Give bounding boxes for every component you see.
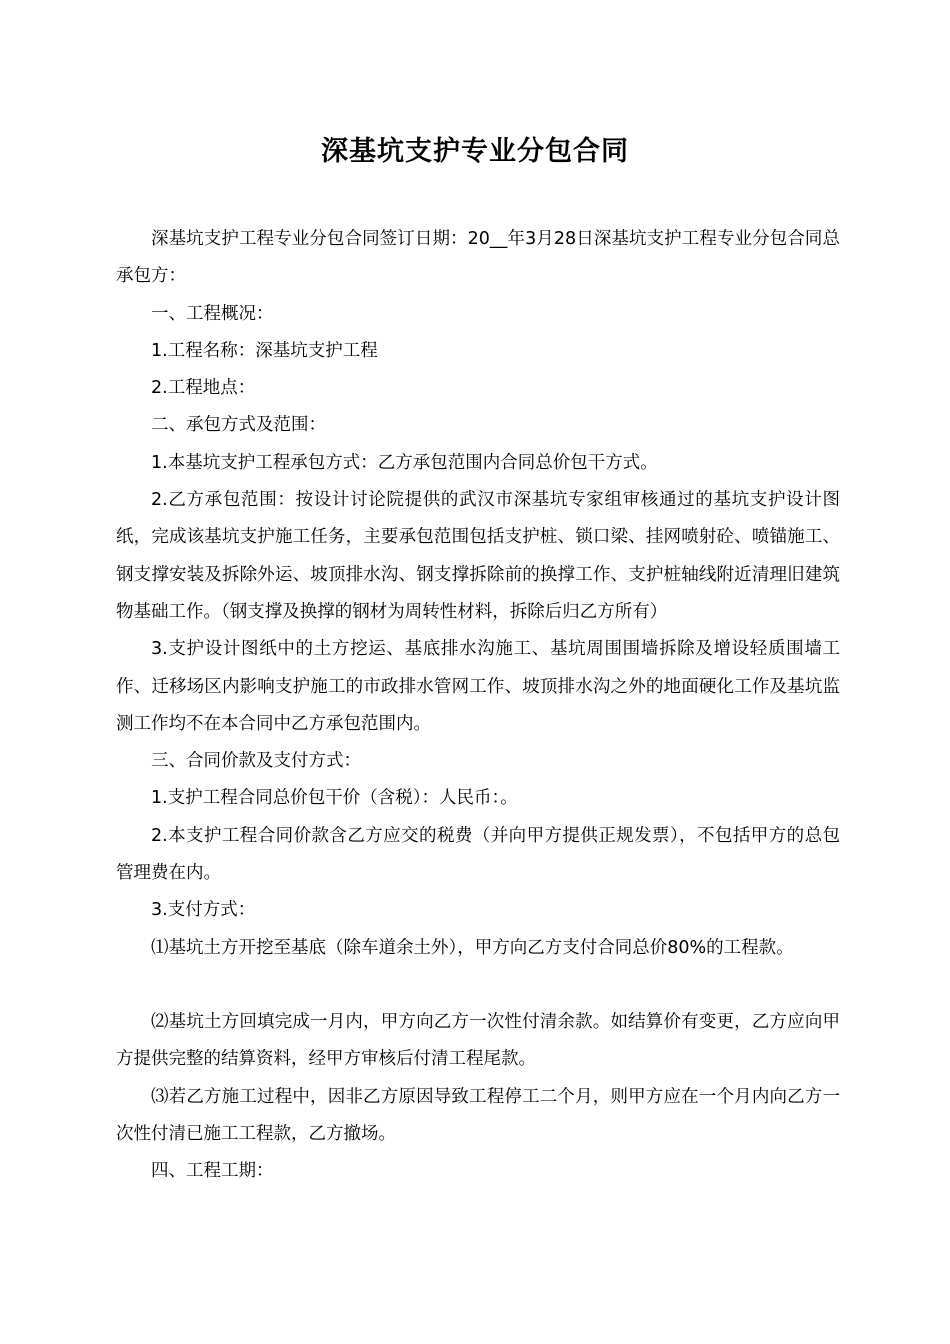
paragraph-payment-item-1: ⑴基坑土方开挖至基底（除车道余土外），甲方向乙方支付合同总价80%的工程款。 xyxy=(151,937,794,958)
paragraph-payment-item-3: ⑶若乙方施工过程中，因非乙方原因导致工程停工二个月，则甲方应在一个月内向乙方一次性付清已施工工程款，乙方撤场。 xyxy=(116,1086,840,1144)
paragraph-total-price: 1.支护工程合同总价包干价（含税）：人民币：。 xyxy=(151,788,518,809)
section-heading-project-overview: 一、工程概况： xyxy=(151,303,274,324)
paragraph-contract-range: 2.乙方承包范围：按设计讨论院提供的武汉市深基坑专家组审核通过的基坑支护设计图纸，完成该基坑支护施工任务，主要承包范围包括支护桩、锁口梁、挂网喷射砼、喷锚施工、钢支撑安装及拆除外运、坡顶排水沟、钢支撑拆除前的换撑工作、支护桩轴线附近清理旧建筑物基础工作。（钢支撑及换撑的钢材为周转性材料，拆除后归乙方所有） xyxy=(116,490,840,622)
section-heading-schedule: 四、工程工期： xyxy=(151,1161,274,1182)
document-title: 深基坑支护专业分包合同 xyxy=(321,136,629,167)
paragraph-contract-method: 1.本基坑支护工程承包方式：乙方承包范围内合同总价包干方式。 xyxy=(151,452,658,473)
paragraph-project-name: 1.工程名称：深基坑支护工程 xyxy=(151,340,378,361)
document-body xyxy=(116,221,840,1190)
paragraph-price-taxes: 2.本支护工程合同价款含乙方应交的税费（并向甲方提供正规发票），不包括甲方的总包管理费在内。 xyxy=(116,825,840,884)
paragraph-project-location: 2.工程地点： xyxy=(151,378,256,399)
paragraph-payment-item-2: ⑵基坑土方回填完成一月内，甲方向乙方一次性付清余款。如结算价有变更，乙方应向甲方提供完整的结算资料，经甲方审核后付清工程尾款。 xyxy=(116,1011,840,1070)
section-heading-price-payment: 三、合同价款及支付方式： xyxy=(151,751,361,772)
paragraph-intro: 深基坑支护工程专业分包合同签订日期：20__年3月28日深基坑支护工程专业分包合同总承包方： xyxy=(116,229,840,287)
paragraph-excluded-work: 3.支护设计图纸中的土方挖运、基底排水沟施工、基坑周围围墙拆除及增设轻质围墙工作、迁移场区内影响支护施工的市政排水管网工作、坡顶排水沟之外的地面硬化工作及基坑监测工作均不在本合同中乙方承包范围内。 xyxy=(116,639,840,734)
section-heading-contract-scope: 二、承包方式及范围： xyxy=(151,415,326,436)
paragraph-payment-method: 3.支付方式： xyxy=(151,900,256,921)
